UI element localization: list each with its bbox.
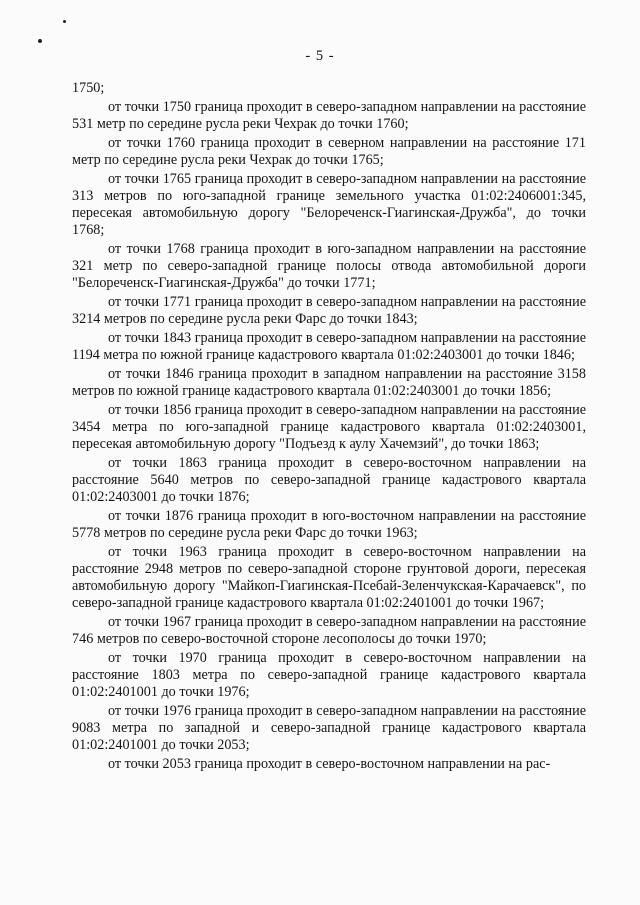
scan-speck — [38, 39, 42, 43]
paragraph: от точки 1876 граница проходит в юго-восточном направлении на расстояние 5778 метров по середине русла реки Фарс до точки 1963; — [72, 508, 586, 541]
page-number: - 5 - — [305, 48, 335, 64]
paragraph: 1750; — [72, 80, 105, 96]
paragraph: от точки 1970 граница проходит в северо-восточном направлении на расстояние 1803 метра по северо-западной границе кадастрового квартала 01:02:2401001 до точки 1976; — [72, 650, 586, 700]
paragraph: от точки 1771 граница проходит в северо-западном направлении на расстояние 3214 метров по середине русла реки Фарс до точки 1843; — [72, 294, 586, 327]
document-body — [72, 80, 586, 775]
paragraph: от точки 1976 граница проходит в северо-западном направлении на расстояние 9083 метра по западной и северо-западной границе кадастрового квартала 01:02:2401001 до точки 2053; — [72, 703, 586, 753]
paragraph: от точки 1846 граница проходит в западном направлении на расстояние 3158 метров по южной границе кадастрового квартала 01:02:2403001 до точки 1856; — [72, 366, 586, 399]
paragraph: от точки 1963 граница проходит в северо-восточном направлении на расстояние 2948 метров по северо-западной стороне грунтовой дороги, пересекая автомобильную дорогу "Майкоп-Гиагинская-Псебай-Зеленчукская-Карачаевск", по северо-западной границе кадастрового квартала 01:02:2401001 до точки 1967; — [72, 544, 586, 611]
paragraph: от точки 2053 граница проходит в северо-восточном направлении на рас- — [108, 756, 551, 772]
paragraph: от точки 1967 граница проходит в северо-западном направлении на расстояние 746 метров по северо-восточной стороне лесополосы до точки 1970; — [72, 614, 586, 647]
scan-speck — [63, 20, 66, 23]
paragraph: от точки 1843 граница проходит в северо-западном направлении на расстояние 1194 метра по южной границе кадастрового квартала 01:02:2403001 до точки 1846; — [72, 330, 586, 363]
paragraph: от точки 1768 граница проходит в юго-западном направлении на расстояние 321 метр по северо-западной границе полосы отвода автомобильной дороги "Белореченск-Гиагинская-Дружба" до точки 1771; — [72, 241, 586, 291]
paragraph: от точки 1856 граница проходит в северо-западном направлении на расстояние 3454 метра по юго-западной границе кадастрового квартала 01:02:2403001, пересекая автомобильную дорогу "Подъезд к аулу Хачемзий", до точки 1863; — [72, 402, 586, 452]
paragraph: от точки 1750 граница проходит в северо-западном направлении на расстояние 531 метр по середине русла реки Чехрак до точки 1760; — [72, 99, 586, 132]
paragraph: от точки 1863 граница проходит в северо-восточном направлении на расстояние 5640 метров по северо-западной границе кадастрового квартала 01:02:2403001 до точки 1876; — [72, 455, 586, 505]
paragraph: от точки 1765 граница проходит в северо-западном направлении на расстояние 313 метров по юго-западной границе земельного участка 01:02:2406001:345, пересекая автомобильную дорогу "Белореченск-Гиагинская-Дружба", до точки 1768; — [72, 171, 586, 238]
paragraph: от точки 1760 граница проходит в северном направлении на расстояние 171 метр по середине русла реки Чехрак до точки 1765; — [72, 135, 586, 168]
